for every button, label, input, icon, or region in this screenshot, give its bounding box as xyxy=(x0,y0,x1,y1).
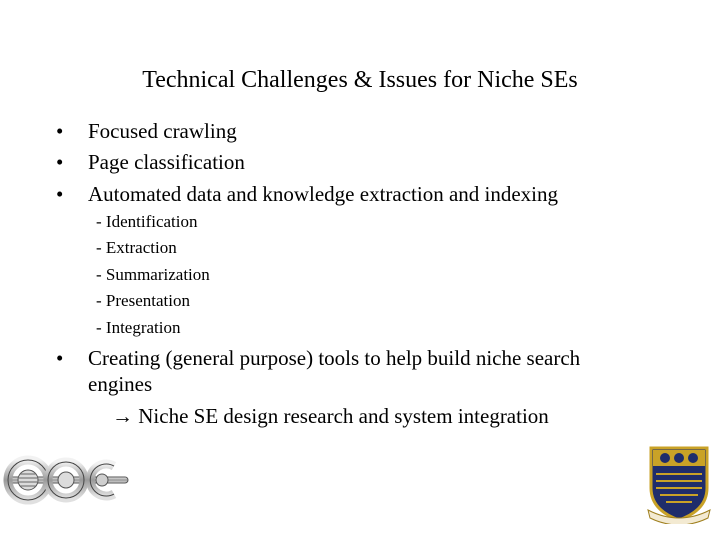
sub-item: - Presentation xyxy=(96,291,190,310)
bullet-dot: • xyxy=(56,346,64,370)
sub-item: - Summarization xyxy=(96,265,210,284)
bullet-text-line: engines xyxy=(88,372,153,396)
sub-item: - Extraction xyxy=(96,238,177,257)
cec-logo-icon xyxy=(2,450,132,515)
sub-item: - Identification xyxy=(96,212,198,231)
bullet-text xyxy=(88,345,580,397)
cec-logo-svg xyxy=(2,450,132,510)
bullet-text: Focused crawling xyxy=(88,119,237,143)
bullet-item xyxy=(56,149,245,175)
bullet-text: Automated data and knowledge extraction and indexing xyxy=(88,182,559,206)
bullet-dot: • xyxy=(56,150,64,174)
bullet-item xyxy=(56,181,558,207)
slide-title: Technical Challenges & Issues for Niche SEs xyxy=(142,67,578,93)
bullet-text-line: Creating (general purpose) tools to help build niche search xyxy=(88,346,581,370)
bullet-text: Page classification xyxy=(88,150,245,174)
bullet-item xyxy=(56,118,237,144)
arrow-line-text: Niche SE design research and system integration xyxy=(138,404,549,428)
bullet-dot: • xyxy=(56,119,64,143)
arrow-line xyxy=(112,403,549,429)
sub-item: - Integration xyxy=(96,318,181,337)
arrow-right-icon: → xyxy=(112,404,133,428)
bullet-dot: • xyxy=(56,182,64,206)
university-crest-icon xyxy=(646,444,712,529)
crest-svg xyxy=(646,444,712,524)
bullet-item xyxy=(56,345,580,397)
